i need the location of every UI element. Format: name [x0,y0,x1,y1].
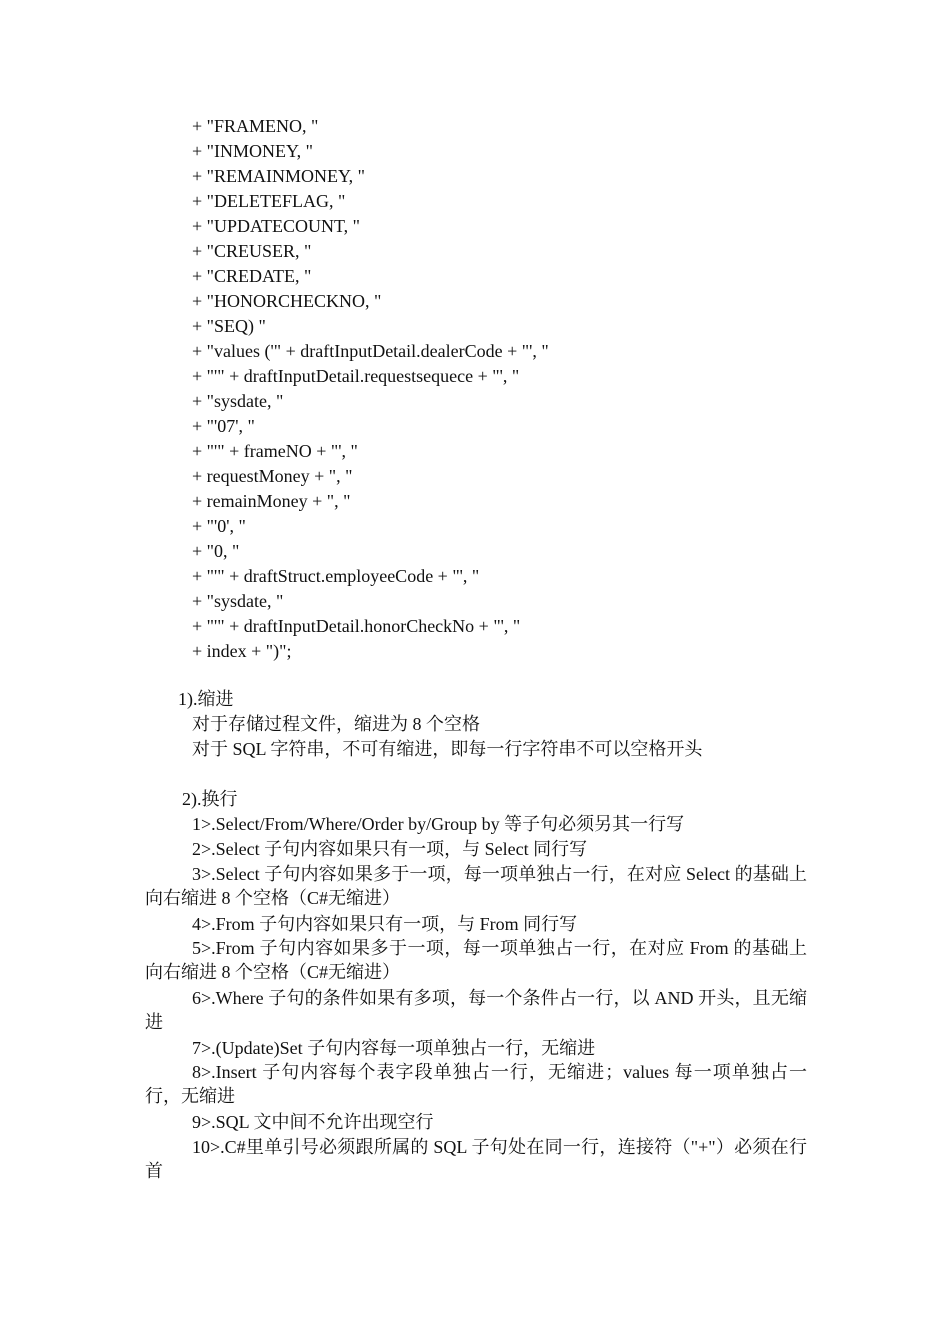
code-line: + "CREUSER, " [192,241,312,261]
wrap-rule: 2>.Select 子句内容如果只有一项，与 Select 同行写 [192,839,588,859]
code-line: + "HONORCHECKNO, " [192,291,382,311]
code-line: + "FRAMENO, " [192,116,319,136]
code-line: + "0, " [192,541,240,561]
code-line: + "SEQ) " [192,316,266,336]
code-line: + "'" + draftInputDetail.requestsequece + "', " [192,366,520,386]
wrap-rule: 3>.Select 子句内容如果多于一项，每一项单独占一行，在对应 Select 的基础上向右缩进 8 个空格（C#无缩进） [145,864,807,908]
wrap-rule: 5>.From 子句内容如果多于一项，每一项单独占一行，在对应 From 的基础上向右缩进 8 个空格（C#无缩进） [145,938,807,982]
code-line: + "REMAINMONEY, " [192,166,366,186]
code-line: + remainMoney + ", " [192,491,351,511]
wrap-rule: 4>.From 子句内容如果只有一项，与 From 同行写 [192,914,578,934]
code-line: + "CREDATE, " [192,266,312,286]
wrap-rule: 6>.Where 子句的条件如果有多项，每一个条件占一行，以 AND 开头，且无缩进 [145,988,807,1032]
code-line: + "'" + draftInputDetail.honorCheckNo + "', " [192,616,521,636]
code-line: + "values ('" + draftInputDetail.dealerCode + "', " [192,341,549,361]
indent-rule: 对于 SQL 字符串，不可有缩进，即每一行字符串不可以空格开头 [192,739,703,759]
wrap-rule: 9>.SQL 文中间不允许出现空行 [192,1112,434,1132]
code-line: + "'" + frameNO + "', " [192,441,358,461]
code-line: + "'0', " [192,516,246,536]
indent-rule: 对于存储过程文件，缩进为 8 个空格 [192,714,480,734]
wrap-rule: 10>.C#里单引号必须跟所属的 SQL 子句处在同一行，连接符（"+"）必须在行首 [145,1137,807,1181]
code-line: + "'" + draftStruct.employeeCode + "', " [192,566,480,586]
code-line: + requestMoney + ", " [192,466,353,486]
wrap-rule: 8>.Insert 子句内容每个表字段单独占一行，无缩进；values 每一项单独占一行，无缩进 [145,1062,807,1106]
section-heading: 2).换行 [182,789,238,809]
wrap-rule: 1>.Select/From/Where/Order by/Group by 等子句必须另其一行写 [192,814,685,834]
code-line: + "'07', " [192,416,255,436]
wrap-rule: 7>.(Update)Set 子句内容每一项单独占一行，无缩进 [192,1038,596,1058]
code-line: + index + ")"; [192,641,292,661]
code-line: + "INMONEY, " [192,141,314,161]
code-line: + "UPDATECOUNT, " [192,216,361,236]
code-line: + "sysdate, " [192,391,284,411]
code-line: + "DELETEFLAG, " [192,191,346,211]
section-heading: 1).缩进 [178,689,234,709]
code-line: + "sysdate, " [192,591,284,611]
